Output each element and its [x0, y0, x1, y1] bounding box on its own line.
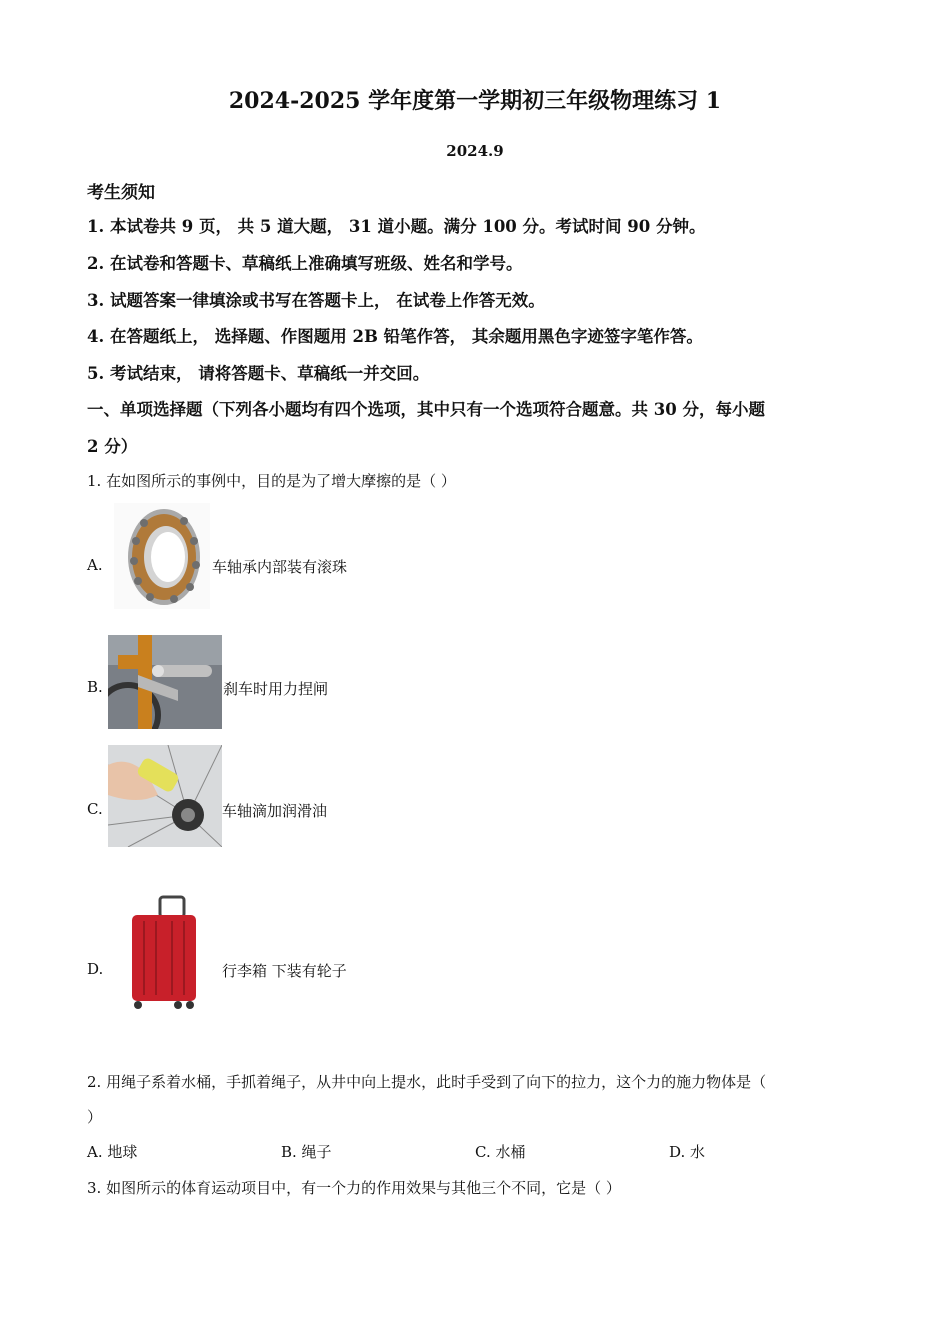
suitcase-image [126, 895, 202, 1011]
question-1-stem: 1. 在如图所示的事例中，目的是为了增大摩擦的是（ ） [87, 472, 456, 490]
exam-date: 2024.9 [446, 142, 504, 160]
notice-rule-5: 5. 考试结束， 请将答题卡、草稿纸一并交回。 [87, 364, 430, 383]
question-3-stem: 3. 如图所示的体育运动项目中，有一个力的作用效果与其他三个不同，它是（ ） [87, 1179, 621, 1197]
option-d-letter: D. [87, 960, 104, 978]
option-c-letter: C. [87, 800, 103, 818]
option-a-letter: A. [87, 556, 103, 574]
notice-heading: 考生须知 [87, 183, 155, 203]
section-heading-line2: 2 分） [87, 437, 138, 456]
option-b-letter: B. [87, 678, 103, 696]
question-2-choice-b: B. 绳子 [281, 1143, 332, 1161]
notice-rule-2: 2. 在试卷和答题卡、草稿纸上准确填写班级、姓名和学号。 [87, 254, 523, 273]
question-2-stem: 2. 用绳子系着水桶，手抓着绳子，从井中向上提水，此时手受到了向下的拉力，这个力的施力物体是（ [87, 1073, 767, 1091]
oiling-axle-image [108, 745, 222, 847]
option-a-text: 车轴承内部装有滚珠 [212, 558, 348, 576]
option-b-text: 刹车时用力捏闸 [223, 680, 329, 698]
notice-rule-3: 3. 试题答案一律填涂或书写在答题卡上， 在试卷上作答无效。 [87, 291, 545, 310]
option-d-text: 行李箱 下装有轮子 [222, 962, 347, 980]
question-2-choice-c: C. 水桶 [475, 1143, 526, 1161]
page-title: 2024-2025 学年度第一学期初三年级物理练习 1 [228, 88, 722, 114]
question-2-choice-d: D. 水 [669, 1143, 706, 1161]
bicycle-brake-image [108, 635, 222, 729]
section-heading-line1: 一、单项选择题（下列各小题均有四个选项，其中只有一个选项符合题意。共 30 分，每小题 [87, 400, 765, 419]
notice-rule-4: 4. 在答题纸上， 选择题、作图题用 2B 铅笔作答， 其余题用黑色字迹签字笔作答。 [87, 327, 703, 346]
question-2-choice-a: A. 地球 [87, 1143, 138, 1161]
question-2-stem-cont: ） [87, 1108, 103, 1126]
notice-rule-1: 1. 本试卷共 9 页， 共 5 道大题， 31 道小题。满分 100 分。考试时间 90 分钟。 [87, 217, 706, 236]
option-c-text: 车轴滴加润滑油 [222, 802, 328, 820]
ball-bearing-image [114, 503, 210, 609]
